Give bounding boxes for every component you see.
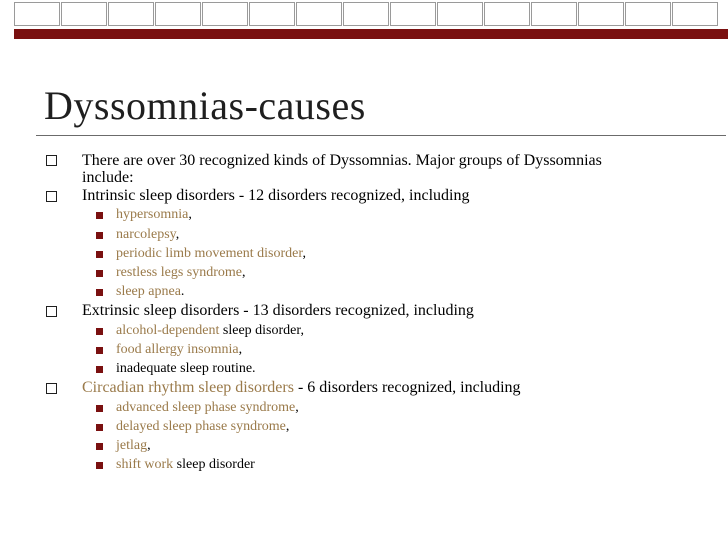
list-item: [116, 438, 151, 454]
item-suffix: ,: [238, 342, 243, 357]
slide-title: Dyssomnias-causes: [44, 83, 366, 128]
header-grid-pattern: [14, 2, 719, 26]
item-suffix: ,: [188, 207, 192, 222]
term-link[interactable]: alcohol-dependent: [116, 323, 220, 338]
bullet-text: There are over 30 recognized kinds of Dyssomnias. Major groups of Dyssomnias: [82, 152, 602, 169]
list-item: inadequate sleep routine.: [116, 361, 256, 376]
bullet-text: [82, 379, 521, 397]
item-suffix: sleep disorder,: [219, 323, 304, 338]
grid-cell: [437, 2, 483, 26]
term-link[interactable]: advanced sleep phase syndrome: [116, 400, 296, 415]
grid-cell: [578, 2, 624, 26]
term-link[interactable]: delayed sleep phase syndrome: [116, 419, 286, 434]
hollow-square-bullet-icon: [46, 306, 57, 317]
grid-cell: [343, 2, 389, 26]
item-suffix: ,: [295, 400, 299, 415]
list-item: [116, 284, 184, 300]
term-link[interactable]: jetlag: [116, 438, 148, 453]
grid-cell: [14, 2, 60, 26]
item-suffix: ,: [302, 246, 306, 261]
item-suffix: .: [180, 284, 185, 299]
filled-square-bullet-icon: [96, 366, 103, 373]
title-divider: [36, 135, 726, 136]
filled-square-bullet-icon: [96, 443, 103, 450]
hollow-square-bullet-icon: [46, 191, 57, 202]
item-suffix: ,: [175, 227, 180, 242]
filled-square-bullet-icon: [96, 212, 103, 219]
term-link[interactable]: sleep apnea: [116, 284, 181, 299]
grid-cell: [625, 2, 671, 26]
filled-square-bullet-icon: [96, 232, 103, 239]
term-link[interactable]: shift work: [116, 457, 174, 472]
grid-cell: [108, 2, 154, 26]
term-link[interactable]: narcolepsy: [116, 227, 176, 242]
bullet-suffix: - 6 disorders recognized, including: [293, 379, 521, 396]
term-link[interactable]: restless legs syndrome: [116, 265, 242, 280]
list-item: [116, 265, 245, 281]
list-item: [116, 342, 242, 358]
term-link[interactable]: hypersomnia: [116, 207, 189, 222]
hollow-square-bullet-icon: [46, 155, 57, 166]
filled-square-bullet-icon: [96, 462, 103, 469]
grid-cell: [484, 2, 530, 26]
filled-square-bullet-icon: [96, 405, 103, 412]
grid-cell: [249, 2, 295, 26]
list-item: [116, 207, 192, 223]
item-suffix: ,: [147, 438, 151, 453]
grid-cell: [61, 2, 107, 26]
filled-square-bullet-icon: [96, 424, 103, 431]
grid-cell: [390, 2, 436, 26]
term-link[interactable]: periodic limb movement disorder: [116, 246, 303, 261]
item-suffix: ,: [285, 419, 290, 434]
filled-square-bullet-icon: [96, 347, 103, 354]
filled-square-bullet-icon: [96, 251, 103, 258]
term-link[interactable]: Circadian rhythm sleep disorders: [82, 379, 294, 396]
list-item: [116, 457, 255, 473]
hollow-square-bullet-icon: [46, 383, 57, 394]
filled-square-bullet-icon: [96, 328, 103, 335]
grid-cell: [202, 2, 248, 26]
grid-cell: [531, 2, 577, 26]
grid-cell: [155, 2, 201, 26]
bullet-text: Intrinsic sleep disorders - 12 disorders recognized, including: [82, 187, 470, 204]
bullet-text-continued: include:: [82, 169, 134, 186]
grid-cell: [296, 2, 342, 26]
bullet-text: Extrinsic sleep disorders - 13 disorders recognized, including: [82, 302, 474, 319]
item-suffix: ,: [241, 265, 246, 280]
top-decorative-band: [0, 0, 728, 42]
grid-cell: [672, 2, 718, 26]
item-suffix: sleep disorder: [173, 457, 255, 472]
filled-square-bullet-icon: [96, 270, 103, 277]
term-link[interactable]: food allergy insomnia: [116, 342, 239, 357]
accent-bar: [14, 29, 728, 39]
list-item: [116, 323, 304, 339]
list-item: [116, 227, 179, 243]
list-item: [116, 419, 289, 435]
list-item: [116, 400, 299, 416]
filled-square-bullet-icon: [96, 289, 103, 296]
list-item: [116, 246, 306, 262]
